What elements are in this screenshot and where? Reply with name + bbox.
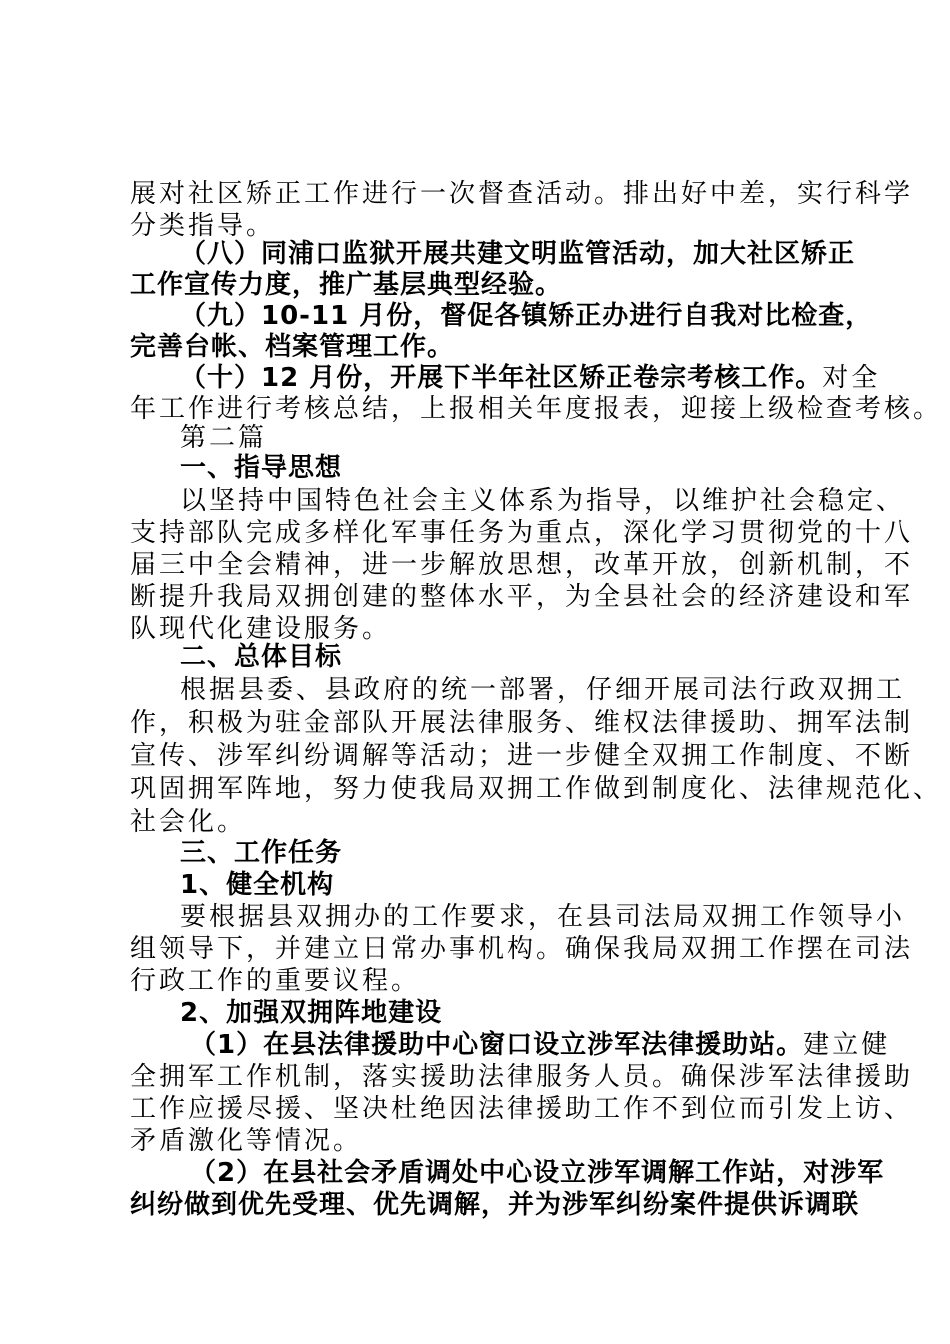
- text-line: 支持部队完成多样化军事任务为重点，深化学习贯彻党的十八: [130, 518, 914, 548]
- section-heading: 二、总体目标: [180, 642, 343, 672]
- text-line: 巩固拥军阵地，努力使我局双拥工作做到制度化、法律规范化、: [130, 774, 943, 804]
- text-line: （八）同浦口监狱开展共建文明监管活动，加大社区矫正: [180, 239, 856, 269]
- regular-segment: 对全: [822, 363, 881, 393]
- text-line: （2）在县社会矛盾调处中心设立涉军调解工作站，对涉军: [190, 1158, 885, 1188]
- text-line: 根据县委、县政府的统一部署，仔细开展司法行政双拥工: [180, 675, 906, 705]
- text-line: 展对社区矫正工作进行一次督查活动。排出好中差，实行科学: [130, 179, 914, 209]
- bold-segment: （十）12 月份，开展下半年社区矫正卷宗考核工作。: [180, 363, 823, 393]
- bold-segment: （1）在县法律援助中心窗口设立涉军法律援助站。: [190, 1030, 804, 1060]
- section-heading: 第二篇: [180, 423, 268, 453]
- regular-segment: 建立健: [803, 1030, 891, 1060]
- text-line: 分类指导。: [130, 211, 276, 241]
- sub-heading: 2、加强双拥阵地建设: [180, 998, 443, 1028]
- section-heading: 三、工作任务: [180, 838, 343, 868]
- text-line: 以坚持中国特色社会主义体系为指导，以维护社会稳定、: [180, 486, 906, 516]
- text-line: 作，积极为驻金部队开展法律服务、维权法律援助、拥军法制: [130, 708, 914, 738]
- text-line: 全拥军工作机制，落实援助法律服务人员。确保涉军法律援助: [130, 1062, 914, 1092]
- text-line: 年工作进行考核总结，上报相关年度报表，迎接上级检查考核。: [130, 394, 943, 424]
- text-line: 完善台帐、档案管理工作。: [130, 332, 455, 362]
- text-line: 行政工作的重要议程。: [130, 966, 421, 996]
- text-line: 组领导下，并建立日常办事机构。确保我局双拥工作摆在司法: [130, 934, 914, 964]
- section-heading: 一、指导思想: [180, 453, 343, 483]
- sub-heading: 1、健全机构: [180, 870, 335, 900]
- text-line: 工作应援尽援、坚决杜绝因法律援助工作不到位而引发上访、: [130, 1094, 914, 1124]
- text-line: 届三中全会精神，进一步解放思想，改革开放，创新机制，不: [130, 550, 914, 580]
- text-line: 宣传、涉军纠纷调解等活动；进一步健全双拥工作制度、不断: [130, 741, 914, 771]
- text-line: 要根据县双拥办的工作要求，在县司法局双拥工作领导小: [180, 902, 906, 932]
- text-line: [180, 361, 881, 395]
- text-line: 断提升我局双拥创建的整体水平，为全县社会的经济建设和军: [130, 582, 914, 612]
- text-line: 工作宣传力度，推广基层典型经验。: [130, 270, 563, 300]
- text-line: [190, 1028, 891, 1062]
- text-line: 矛盾激化等情况。: [130, 1126, 363, 1156]
- text-line: 纠纷做到优先受理、优先调解，并为涉军纠纷案件提供诉调联: [130, 1190, 860, 1220]
- text-line: （九）10-11 月份，督促各镇矫正办进行自我对比检查，: [180, 301, 873, 331]
- text-line: 队现代化建设服务。: [130, 614, 392, 644]
- text-line: 社会化。: [130, 807, 247, 837]
